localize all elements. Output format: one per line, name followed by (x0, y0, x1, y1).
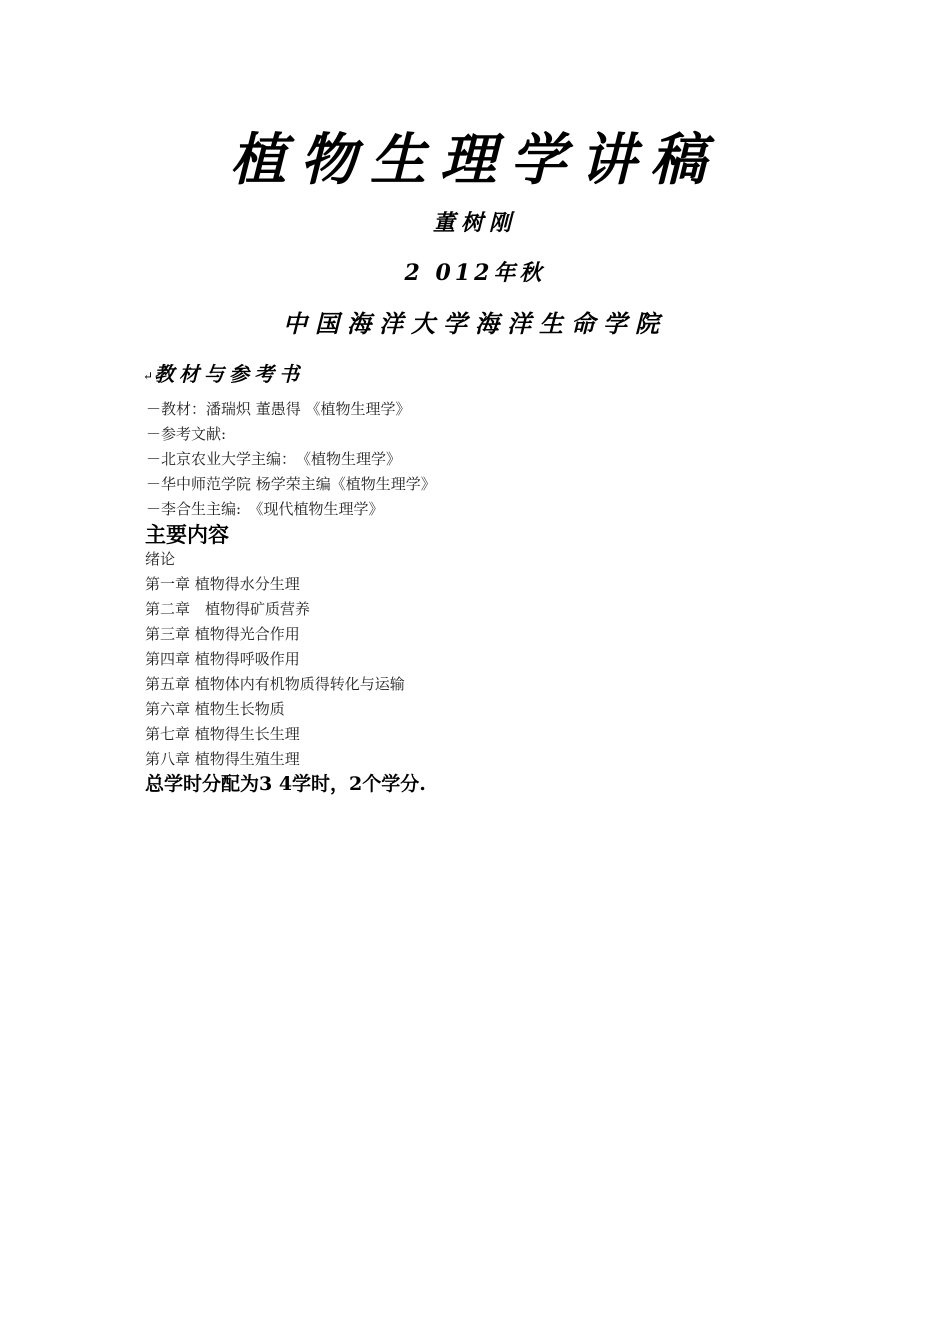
chapter-item: 第七章 植物得生长生理 (145, 725, 300, 743)
chapter-item: 第三章 植物得光合作用 (145, 625, 300, 643)
semester-date: 2 012年秋 (404, 260, 546, 286)
chapter-item: 第二章 植物得矿质营养 (145, 600, 311, 618)
reference-item: －北京农业大学主编： 《植物生理学》 (146, 450, 402, 468)
reference-item: －李合生主编: 《现代植物生理学》 (146, 500, 384, 518)
reference-item: －参考文献: (146, 425, 227, 443)
institution-name: 中国海洋大学海洋生命学院 (283, 309, 667, 338)
reference-item: －教材：潘瑞炽 董愚得 《植物生理学》 (146, 400, 411, 418)
chapter-item: 第五章 植物体内有机物质得转化与运输 (145, 675, 405, 693)
chapter-item: 第一章 植物得水分生理 (145, 575, 300, 593)
credit-summary: 总学时分配为3 4学时，2个学分. (145, 773, 426, 795)
author-name: 董树刚 (432, 210, 517, 236)
chapter-item: 第六章 植物生长物质 (145, 700, 285, 718)
references-list (146, 397, 436, 522)
chapter-item: 第八章 植物得生殖生理 (145, 750, 300, 768)
paragraph-mark-icon: ↵ (143, 369, 154, 383)
chapter-list (145, 547, 405, 772)
references-heading (143, 360, 304, 388)
chapter-item: 第四章 植物得呼吸作用 (145, 650, 300, 668)
references-heading-text: 教材与参考书 (154, 362, 305, 386)
document-title: 植物生理学讲稿 (230, 127, 720, 193)
reference-item: －华中师范学院 杨学荣主编《植物生理学》 (146, 475, 436, 493)
chapter-item: 绪论 (145, 550, 176, 568)
contents-heading: 主要内容 (145, 523, 229, 547)
